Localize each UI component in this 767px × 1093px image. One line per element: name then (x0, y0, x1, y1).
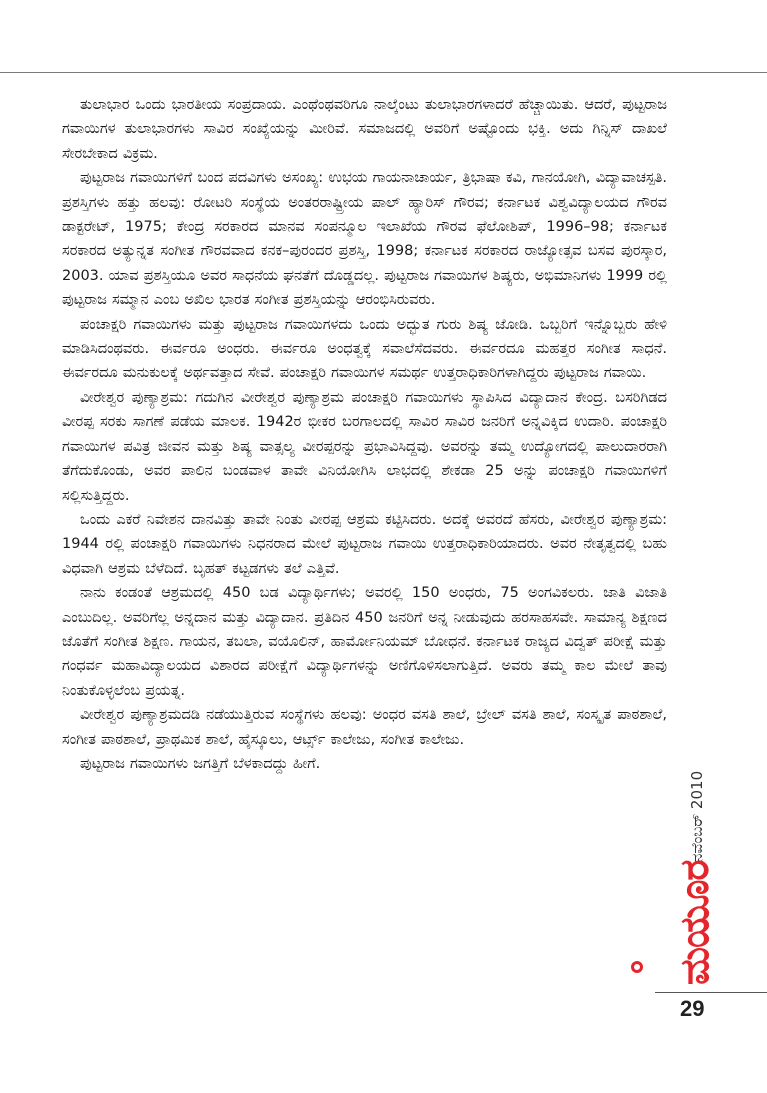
paragraph: ಒಂದು ಎಕರೆ ನಿವೇಶನ ದಾನವಿತ್ತು ತಾವೇ ನಿಂತು ವೀರಪ್ಪ ಆಶ್ರಮ ಕಟ್ಟಿಸಿದರು. ಅದಕ್ಕೆ ಅವರದೆ ಹೆಸರು, ವೀರೇಶ್ವರ ಪುಣ್ಯಾಶ್ರಮ: 1944 ರಲ್ಲಿ ಪಂಚಾಕ್ಷರಿ ಗವಾಯಿಗಳು ನಿಧನರಾದ ಮೇಲೆ ಪುಟ್ಟರಾಜ ಗವಾಯಿ ಉತ್ತರಾಧಿಕಾರಿಯಾದರು. ಅವರ ನೇತೃತ್ವದಲ್ಲಿ ಬಹು ವಿಧವಾಗಿ ಆಶ್ರಮ ಬೆಳೆದಿದೆ. ಬೃಹತ್ ಕಟ್ಟಡಗಳು ತಲೆ ಎತ್ತಿವೆ. (62, 511, 667, 577)
page-number: 29 (680, 996, 705, 1021)
paragraph: ಪುಟ್ಟರಾಜ ಗವಾಯಿಗಳಿಗೆ ಬಂದ ಪದವಿಗಳು ಅಸಂಖ್ಯ: ಉಭಯ ಗಾಯನಾಚಾರ್ಯ, ತ್ರಿಭಾಷಾ ಕವಿ, ಗಾನಯೋಗಿ, ವಿದ್ಯಾವಾಚಸ್ಪತಿ. ಪ್ರಶಸ್ತಿಗಳು ಹತ್ತು ಹಲವು: ರೋಟರಿ ಸಂಸ್ಥೆಯ ಅಂತರರಾಷ್ಟ್ರೀಯ ಪಾಲ್ ಹ್ಯಾರಿಸ್ ಗೌರವ; ಕರ್ನಾಟಕ ವಿಶ್ವವಿದ್ಯಾಲಯದ ಗೌರವ ಡಾಕ್ಟರೇಟ್, 1975; ಕೇಂದ್ರ ಸರಕಾರದ ಮಾನವ ಸಂಪನ್ಮೂಲ ಇಲಾಖೆಯ ಗೌರವ ಫೆಲೋಶಿಪ್, 1996–98; ಕರ್ನಾಟಕ ಸರಕಾರದ ಅತ್ಯುನ್ನತ ಸಂಗೀತ ಗೌರವವಾದ ಕನಕ–ಪುರಂದರ ಪ್ರಶಸ್ತಿ, 1998; ಕರ್ನಾಟಕ ಸರಕಾರದ ರಾಜ್ಯೋತ್ಸವ ಬಸವ ಪುರಸ್ಕಾರ, 2003. ಯಾವ ಪ್ರಶಸ್ತಿಯೂ ಅವರ ಸಾಧನೆಯ ಘನತೆಗೆ ದೊಡ್ಡದಲ್ಲ. ಪುಟ್ಟರಾಜ ಗವಾಯಿಗಳ ಶಿಷ್ಯರು, ಅಭಿಮಾನಿಗಳು 1999 ರಲ್ಲಿ ಪುಟ್ಟರಾಜ ಸಮ್ಮಾನ ಎಂಬ ಅಖಿಲ ಭಾರತ ಸಂಗೀತ ಪ್ರಶಸ್ತಿಯನ್ನು ಆರಂಭಿಸಿರುವರು. (62, 170, 667, 309)
issue-date: ನವೆಂಬರ್ 2010 (688, 770, 706, 862)
paragraph: ಪುಟ್ಟರಾಜ ಗವಾಯಿಗಳು ಜಗತ್ತಿಗೆ ಬೆಳಕಾದದ್ದು ಹೀಗೆ. (80, 755, 321, 772)
header-rule (0, 72, 767, 73)
magazine-logo: ಮಯೂರ (672, 860, 718, 985)
paragraph: ತುಲಾಭಾರ ಒಂದು ಭಾರತೀಯ ಸಂಪ್ರದಾಯ. ಎಂಥೆಂಥವರಿಗೂ ನಾಲ್ಕೆಂಟು ತುಲಾಭಾರಗಳಾದರೆ ಹೆಚ್ಚಾಯಿತು. ಆದರೆ, ಪುಟ್ಟರಾಜ ಗವಾಯಿಗಳ ತುಲಾಭಾರಗಳು ಸಾವಿರ ಸಂಖ್ಯೆಯನ್ನು ಮೀರಿವೆ. ಸಮಾಜದಲ್ಲಿ ಅವರಿಗೆ ಅಷ್ಟೊಂದು ಭಕ್ತಿ. ಅದು ಗಿನ್ನಿಸ್ ದಾಖಲೆ ಸೇರಬೇಕಾದ ವಿಕ್ರಮ. (62, 97, 667, 162)
paragraph: ಪಂಚಾಕ್ಷರಿ ಗವಾಯಿಗಳು ಮತ್ತು ಪುಟ್ಟರಾಜ ಗವಾಯಿಗಳದು ಒಂದು ಅದ್ಭುತ ಗುರು ಶಿಷ್ಯ ಜೋಡಿ. ಒಬ್ಬರಿಗೆ ಇನ್ನೊಬ್ಬರು ಹೇಳಿ ಮಾಡಿಸಿದಂಥವರು. ಈರ್ವರೂ ಅಂಧರು. ಈರ್ವರೂ ಅಂಧತ್ವಕ್ಕೆ ಸವಾಲೆಸೆದವರು. ಈರ್ವರದೂ ಮಹತ್ತರ ಸಂಗೀತ ಸಾಧನೆ. ಈರ್ವರದೂ ಮನುಕುಲಕ್ಕೆ ಅರ್ಥವತ್ತಾದ ಸೇವೆ. ಪಂಚಾಕ್ಷರಿ ಗವಾಯಿಗಳ ಸಮರ್ಥ ಉತ್ತರಾಧಿಕಾರಿಗಳಾಗಿದ್ದರು ಪುಟ್ಟರಾಜ ಗವಾಯಿ. (62, 316, 667, 382)
paragraph: ನಾನು ಕಂಡಂತೆ ಆಶ್ರಮದಲ್ಲಿ 450 ಬಡ ವಿದ್ಯಾರ್ಥಿಗಳು; ಅವರಲ್ಲಿ 150 ಅಂಧರು, 75 ಅಂಗವಿಕಲರು. ಜಾತಿ ವಿಜಾತಿ ಎಂಬುದಿಲ್ಲ. ಅವರಿಗೆಲ್ಲ ಅನ್ನದಾನ ಮತ್ತು ವಿದ್ಯಾದಾನ. ಪ್ರತಿದಿನ 450 ಜನರಿಗೆ ಅನ್ನ ನೀಡುವುದು ಹರಸಾಹಸವೇ. ಸಾಮಾನ್ಯ ಶಿಕ್ಷಣದ ಜೊತೆಗೆ ಸಂಗೀತ ಶಿಕ್ಷಣ. ಗಾಯನ, ತಬಲಾ, ವಯೊಲಿನ್, ಹಾರ್ಮೋನಿಯಮ್ ಬೋಧನೆ. ಕರ್ನಾಟಕ ರಾಜ್ಯದ ವಿದ್ವತ್ ಪರೀಕ್ಷೆ ಮತ್ತು ಗಂಧರ್ವ ಮಹಾವಿದ್ಯಾಲಯದ ವಿಶಾರದ ಪರೀಕ್ಷೆಗೆ ವಿದ್ಯಾರ್ಥಿಗಳನ್ನು ಅಣಿಗೊಳಿಸಲಾಗುತ್ತಿದೆ. ಅವರು ತಮ್ಮ ಕಾಲ ಮೇಲೆ ತಾವು ನಿಂತುಕೊಳ್ಳಲೆಂಬ ಪ್ರಯತ್ನ. (62, 585, 667, 699)
footer-rule (655, 992, 767, 993)
paragraph: ವೀರೇಶ್ವರ ಪುಣ್ಯಾಶ್ರಮ: ಗದುಗಿನ ವೀರೇಶ್ವರ ಪುಣ್ಯಾಶ್ರಮ ಪಂಚಾಕ್ಷರಿ ಗವಾಯಿಗಳು ಸ್ಥಾಪಿಸಿದ ವಿದ್ಯಾದಾನ ಕೇಂದ್ರ. ಬಸರಿಗಿಡದ ವೀರಪ್ಪ ಸರಕು ಸಾಗಣೆ ಪಡೆಯ ಮಾಲಕ. 1942ರ ಭೀಕರ ಬರಗಾಲದಲ್ಲಿ ಸಾವಿರ ಸಾವಿರ ಜನರಿಗೆ ಅನ್ನವಿಕ್ಕಿದ ಉದಾರಿ. ಪಂಚಾಕ್ಷರಿ ಗವಾಯಿಗಳ ಪವಿತ್ರ ಜೀವನ ಮತ್ತು ಶಿಷ್ಯ ವಾತ್ಸಲ್ಯ ವೀರಪ್ಪರನ್ನು ಪ್ರಭಾವಿಸಿದ್ದವು. ಅವರನ್ನು ತಮ್ಮ ಉದ್ಯೋಗದಲ್ಲಿ ಪಾಲುದಾರರಾಗಿ ತೆಗೆದುಕೊಂಡು, ಅವರ ಪಾಲಿನ ಬಂಡವಾಳ ತಾವೇ ವಿನಿಯೋಗಿಸಿ ಲಾಭದಲ್ಲಿ ಶೇಕಡಾ 25 ಅನ್ನು ಪಂಚಾಕ್ಷರಿ ಗವಾಯಿಗಳಿಗೆ ಸಲ್ಲಿಸುತ್ತಿದ್ದರು. (62, 389, 667, 504)
circle-icon (631, 961, 643, 973)
paragraph: ವೀರೇಶ್ವರ ಪುಣ್ಯಾಶ್ರಮದಡಿ ನಡೆಯುತ್ತಿರುವ ಸಂಸ್ಥೆಗಳು ಹಲವು: ಅಂಧರ ವಸತಿ ಶಾಲೆ, ಬ್ರೇಲ್ ವಸತಿ ಶಾಲೆ, ಸಂಸ್ಕೃತ ಪಾಠಶಾಲೆ, ಸಂಗೀತ ಪಾಠಶಾಲೆ, ಪ್ರಾಥಮಿಕ ಶಾಲೆ, ಹೈಸ್ಕೂಲು, ಆರ್ಟ್ಸ್ ಕಾಲೇಜು, ಸಂಗೀತ ಕಾಲೇಜು. (62, 707, 667, 748)
article-body (62, 93, 667, 776)
